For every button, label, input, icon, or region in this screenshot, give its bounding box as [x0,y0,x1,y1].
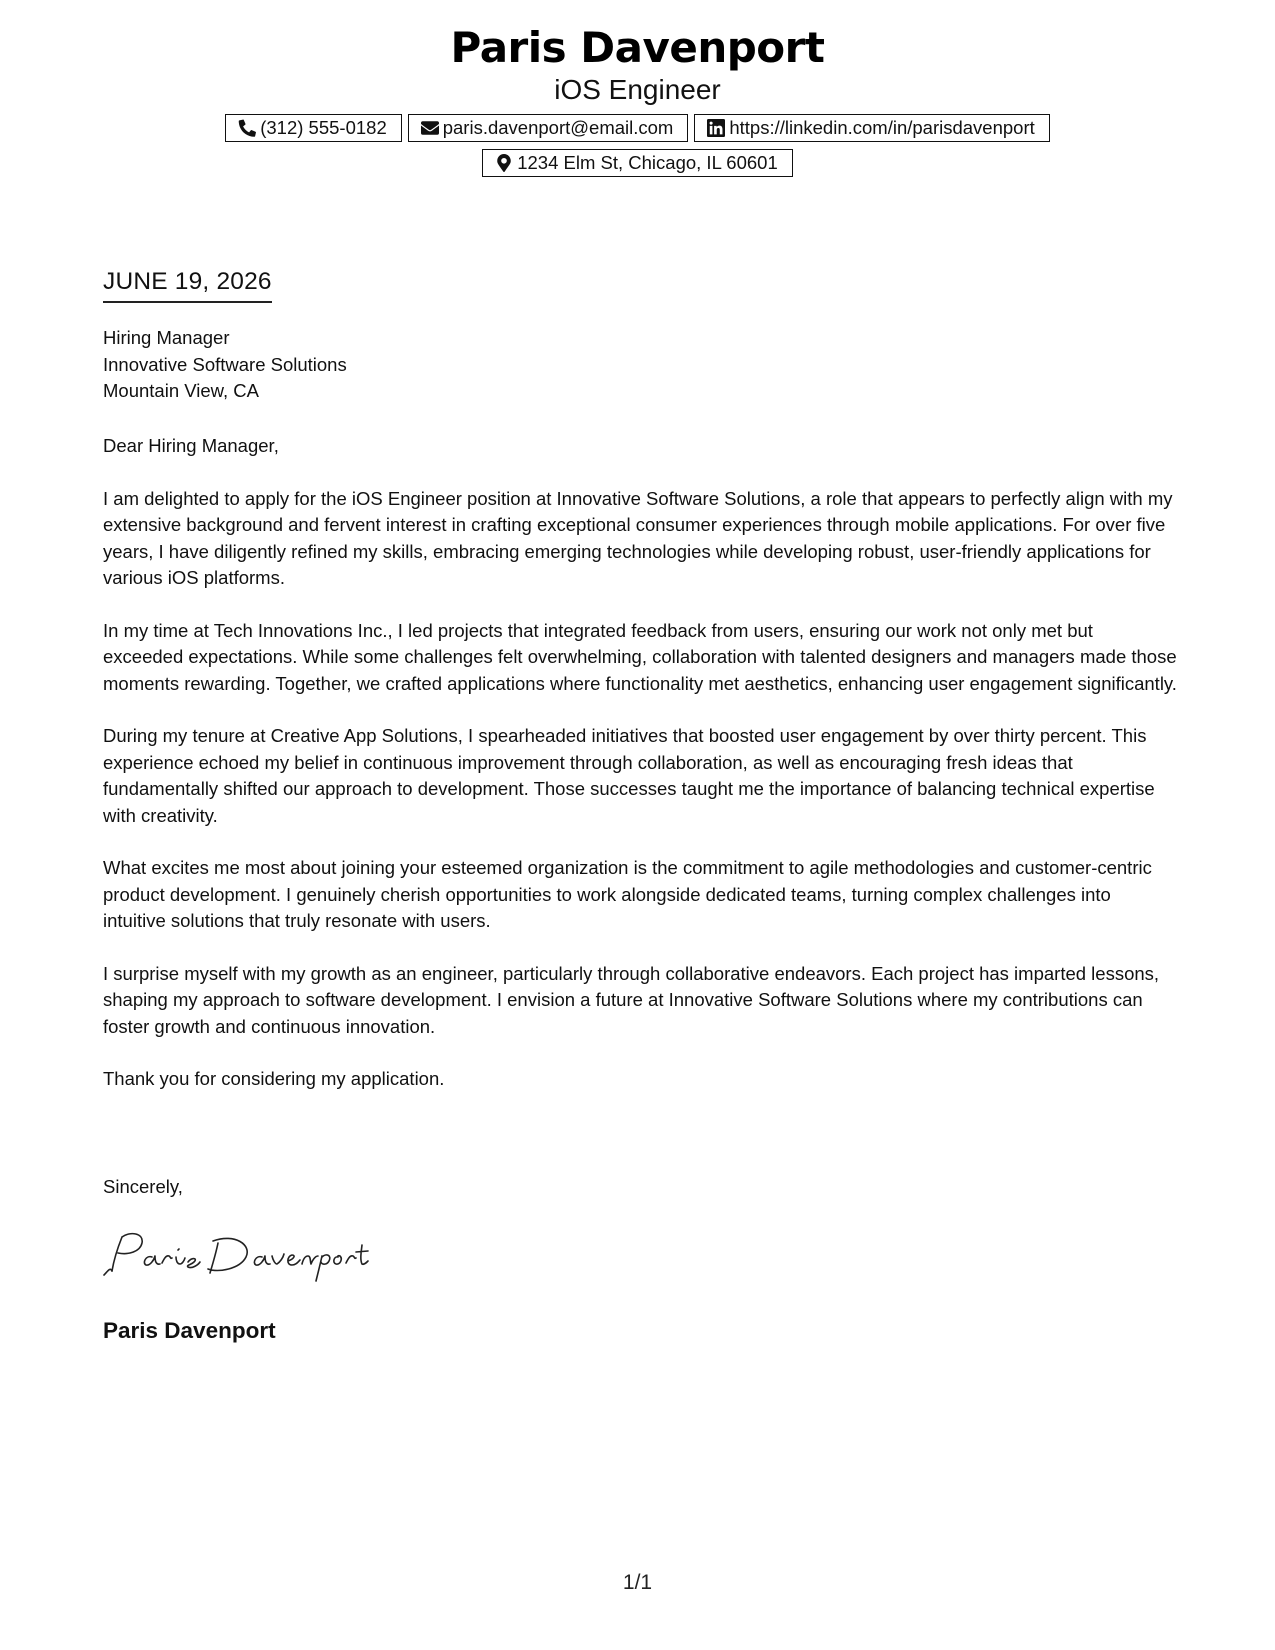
linkedin-contact[interactable] [694,114,1049,142]
applicant-name: Paris Davenport [450,23,825,72]
email-contact[interactable] [408,114,689,142]
body-paragraph: Thank you for considering my application. [103,1068,445,1089]
closing: Sincerely, [103,1176,183,1197]
recipient-line: Mountain View, CA [103,380,259,401]
signed-name: Paris Davenport [103,1318,276,1343]
recipient-block [103,325,347,405]
email-text: paris.davenport@email.com [442,117,674,138]
phone-text: (312) 555-0182 [260,117,387,138]
phone-contact[interactable] [225,114,402,142]
body-paragraph: I surprise myself with my growth as an engineer, particularly through collaborative endeavors. Each project has imparted lessons, shaping my approach to software development. I envision a future at Innovative Software Solutions where my contributions can foster growth and continuous innovation. [103,962,1160,1037]
recipient-line: Innovative Software Solutions [103,353,347,375]
letter-body [103,433,1178,1119]
body-paragraph: What excites me most about joining your esteemed organization is the commitment to agile methodologies and customer-centric product development. I genuinely cherish opportunities to work alongside dedicated teams, turning complex challenges into intuitive solutions that truly resonate with users. [103,857,1152,931]
page-number: 1/1 [622,1571,653,1594]
letter-header [0,22,1275,177]
body-paragraph: In my time at Tech Innovations Inc., I led projects that integrated feedback from users, ensuring our work not only met but exceeded expectations. While some challenges felt overwhelming, collaboration with talented designers and managers made those moments rewarding. Together, we crafted applications where functionality met aesthetics, enhancing user engagement significantly. [103,619,1177,694]
linkedin-icon [707,119,725,137]
contact-row-address [0,149,1275,177]
map-pin-icon [495,154,513,172]
linkedin-text: https://linkedin.com/in/parisdavenport [729,117,1035,138]
contact-row [0,114,1275,142]
letter-date: JUNE 19, 2026 [103,267,272,303]
applicant-title: iOS Engineer [554,74,721,105]
address-contact [482,149,793,177]
address-text: 1234 Elm St, Chicago, IL 60601 [517,152,778,173]
salutation: Dear Hiring Manager, [103,435,279,456]
body-paragraph: I am delighted to apply for the iOS Engineer position at Innovative Software Solutions, a role that appears to perfectly align with my extensive background and fervent interest in crafting exceptional consumer experiences through mobile applications. For over five years, I have diligently refined my skills, embracing emerging technologies while developing robust, user-friendly applications for various iOS platforms. [103,487,1173,588]
envelope-icon [421,119,439,137]
recipient-line: Hiring Manager [103,327,230,348]
phone-icon [238,119,256,137]
body-paragraph: During my tenure at Creative App Solutions, I spearheaded initiatives that boosted user engagement by over thirty percent. This experience echoed my belief in continuous improvement through collaboration, as well as encouraging fresh ideas that fundamentally shifted our approach to development. Those successes taught me the importance of balancing technical expertise with creativity. [103,725,1155,826]
handwritten-signature [100,1225,370,1285]
